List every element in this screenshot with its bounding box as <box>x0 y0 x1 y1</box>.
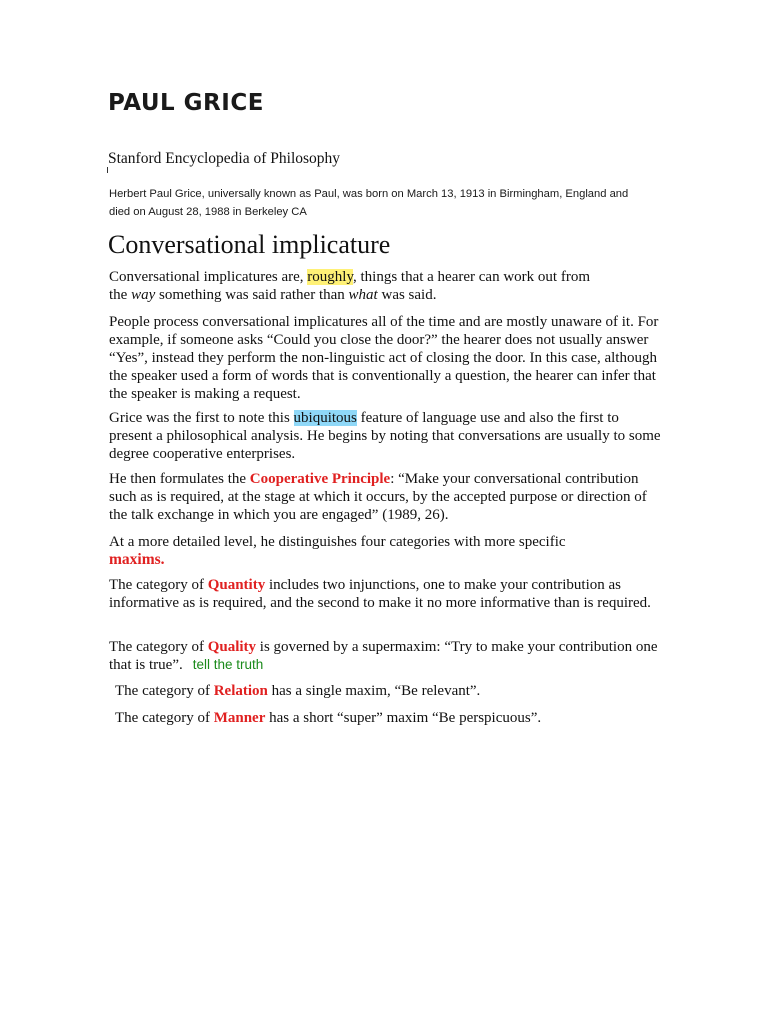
paragraph-relation <box>115 682 670 700</box>
text-run: The category of <box>109 577 208 593</box>
text-run: The category of <box>109 639 208 655</box>
highlight-ubiquitous: ubiquitous <box>293 410 357 426</box>
bio-line-1: Herbert Paul Grice, universally known as Paul, was born on March 13, 1913 in Birmingham, England and <box>109 188 629 200</box>
paragraph-quantity <box>109 576 664 612</box>
text-run: something was said rather than <box>155 287 349 303</box>
annotation-tell-the-truth: tell the truth <box>192 657 264 672</box>
text-run: Grice was the first to note this <box>109 410 294 426</box>
text-run: has a short “super” maxim “Be perspicuous”. <box>265 710 542 726</box>
paragraph-example: People process conversational implicatures all of the time and are mostly unaware of it. For example, if someone asks “Could you close the door?” the hearer does not usually answer “Yes”, instead they perform the non-linguistic act of closing the door. In this case, although the speaker used a form of words that is conventionally a question, the hearer can infer that the speaker is making a request. <box>109 314 659 402</box>
text-run: feature of language use and also the first to present a philosophical analysis. He begins by noting that conversations are usually to some degree cooperative enterprises. <box>109 410 661 462</box>
term-quantity: Quantity <box>207 577 266 593</box>
text-run: is governed by a supermaxim: “Try to make your contribution one that is true”. <box>109 639 658 673</box>
text-run: Conversational implicatures are, <box>109 269 308 285</box>
term-manner: Manner <box>213 710 266 726</box>
term-maxims: maxims. <box>109 551 165 568</box>
section-heading: Conversational implicature <box>108 230 391 259</box>
paragraph-ubiquitous <box>109 409 664 463</box>
term-quality: Quality <box>207 639 257 655</box>
text-run: , things that a hearer can work out from <box>352 269 590 285</box>
text-run: was said. <box>377 287 437 303</box>
paragraph-quality <box>109 638 664 674</box>
paragraph-intro <box>109 268 664 304</box>
term-relation: Relation <box>213 683 268 699</box>
source-line: Stanford Encyclopedia of Philosophy <box>108 150 341 167</box>
bio-line-2: died on August 28, 1988 in Berkeley CA <box>109 206 307 218</box>
text-run: has a single maxim, “Be relevant”. <box>267 683 481 699</box>
text-run: The category of <box>115 710 214 726</box>
term-cooperative-principle: Cooperative Principle <box>249 471 391 487</box>
paragraph-cooperative-principle <box>109 470 664 524</box>
text-run: He then formulates the <box>109 471 250 487</box>
emphasis-way: way <box>131 287 156 303</box>
highlight-roughly: roughly <box>307 269 353 285</box>
text-cursor-mark <box>107 167 108 173</box>
document-title: PAUL GRICE <box>108 90 264 116</box>
paragraph-manner <box>115 709 670 727</box>
biography-note <box>109 185 669 221</box>
text-run: The category of <box>115 683 214 699</box>
text-run: the <box>109 287 132 303</box>
paragraph-maxims <box>109 533 664 569</box>
text-run: At a more detailed level, he distinguishes four categories with more specific <box>109 534 566 550</box>
text-run: includes two injunctions, one to make your contribution as informative as is required, and the second to make it no more informative than is required. <box>109 577 651 611</box>
emphasis-what: what <box>348 287 378 303</box>
text-run: : “Make your conversational contribution such as is required, at the stage at which it occurs, by the accepted purpose or direction of the talk exchange in which you are engaged” (1989, 26). <box>109 471 647 523</box>
